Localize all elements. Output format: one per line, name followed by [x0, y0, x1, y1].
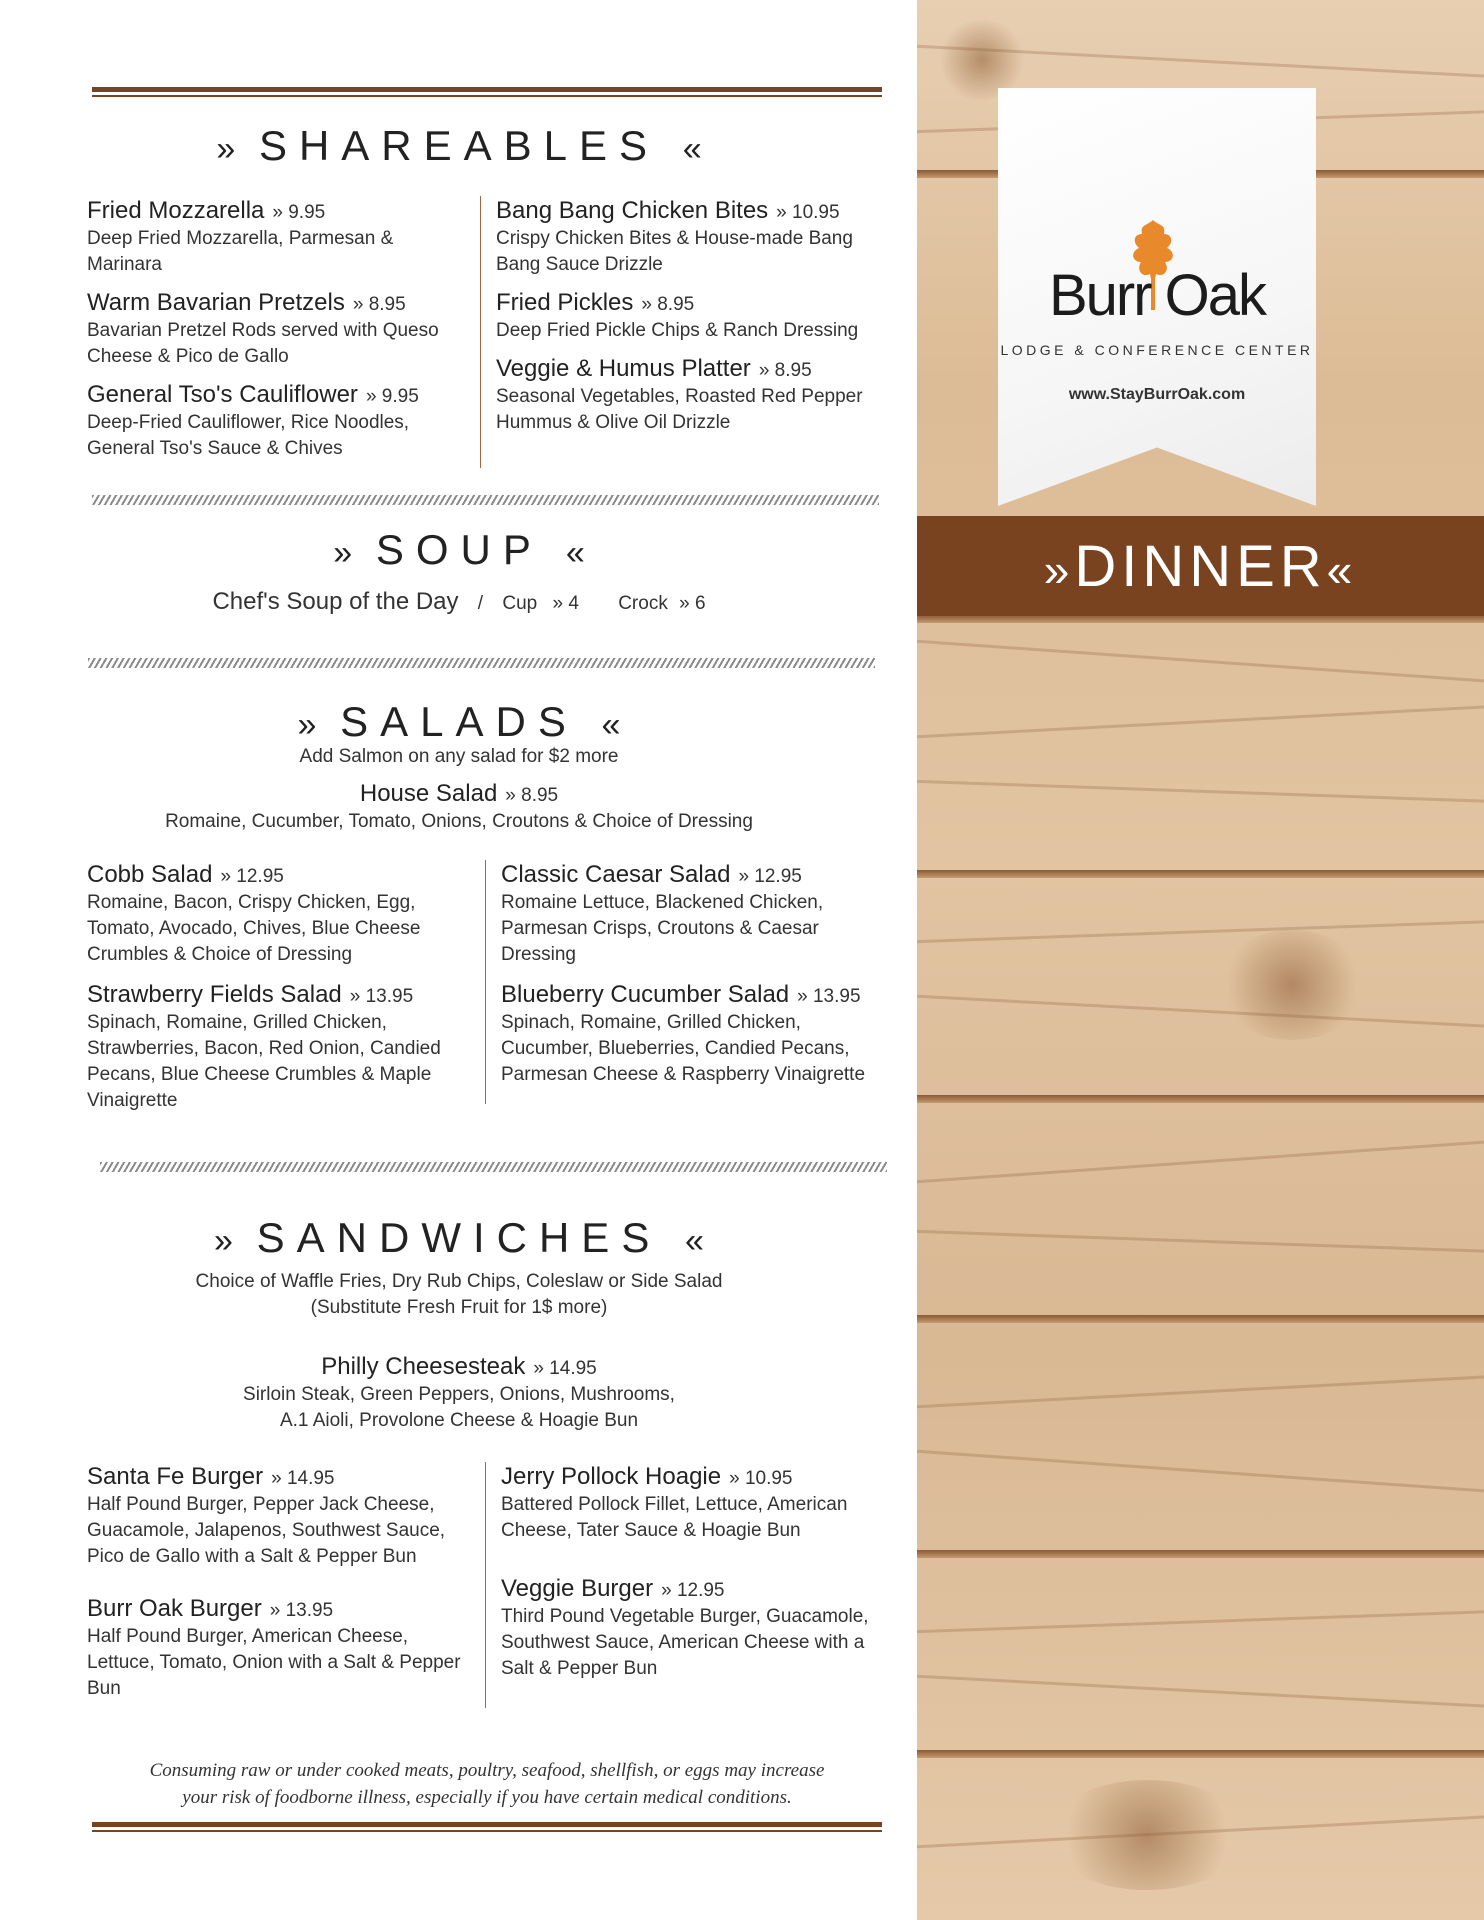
- wood-grain: [917, 919, 1484, 944]
- wood-grain: [917, 994, 1484, 1029]
- wood-grain: [917, 779, 1484, 804]
- close-mark: «: [682, 130, 702, 168]
- food-safety-disclaimer: [92, 1757, 882, 1811]
- close-mark: «: [565, 534, 585, 572]
- disclaimer-line-1: Consuming raw or under cooked meats, poultry, seafood, shellfish, or eggs may increase: [149, 1760, 825, 1781]
- plank-seam: [917, 1750, 1484, 1758]
- sandwiches-note-line-1: Choice of Waffle Fries, Dry Rub Chips, Coleslaw or Side Salad: [195, 1271, 723, 1292]
- item-price: » 9.95: [365, 386, 419, 407]
- wood-grain: [917, 1609, 1484, 1634]
- shareables-left-column: [87, 196, 467, 472]
- item-description: Deep Fried Pickle Chips & Ranch Dressing: [496, 320, 859, 341]
- open-mark: »: [214, 1222, 233, 1260]
- featured-sandwich: [0, 1352, 918, 1434]
- item-name: Warm Bavarian Pretzels: [87, 289, 345, 316]
- item-name: Veggie Burger: [501, 1575, 654, 1602]
- menu-item: [87, 380, 467, 462]
- menu-item: [501, 1462, 881, 1544]
- item-name: Bang Bang Chicken Bites: [496, 197, 769, 224]
- menu-item: [87, 860, 467, 968]
- brand-subtitle: LODGE & CONFERENCE CENTER: [1000, 342, 1314, 358]
- soup-separator: /: [477, 593, 484, 614]
- item-name: Fried Pickles: [496, 289, 634, 316]
- item-price: » 10.95: [729, 1468, 793, 1489]
- soup-title: SOUP: [375, 526, 543, 573]
- plank-seam: [917, 870, 1484, 878]
- sandwiches-right-column: [485, 1462, 881, 1708]
- item-description: Crispy Chicken Bites & House-made Bang Bang Sauce Drizzle: [496, 228, 853, 275]
- section-divider: [92, 495, 879, 505]
- wood-grain: [917, 704, 1484, 739]
- menu-item: [87, 1594, 467, 1702]
- shareables-heading: [0, 122, 918, 170]
- item-name: General Tso's Cauliflower: [87, 381, 358, 408]
- item-description: Seasonal Vegetables, Roasted Red Pepper Hummus & Olive Oil Drizzle: [496, 386, 863, 433]
- menu-item: [496, 354, 876, 436]
- item-price: » 8.95: [758, 360, 812, 381]
- plank-seam: [917, 1095, 1484, 1103]
- item-description: Bavarian Pretzel Rods served with Queso Cheese & Pico de Gallo: [87, 320, 439, 367]
- item-name: Veggie & Humus Platter: [496, 355, 751, 382]
- close-mark: «: [1326, 544, 1358, 596]
- open-mark: »: [333, 534, 353, 572]
- menu-item: [87, 1462, 467, 1570]
- wood-grain: [917, 1448, 1484, 1494]
- item-name: Blueberry Cucumber Salad: [501, 981, 790, 1008]
- item-description: Third Pound Vegetable Burger, Guacamole, Southwest Sauce, American Cheese with a Salt & Pepper Bun: [501, 1606, 869, 1679]
- item-price: » 8.95: [641, 294, 695, 315]
- item-name: Strawberry Fields Salad: [87, 981, 342, 1008]
- sandwiches-title: SANDWICHES: [256, 1214, 662, 1261]
- sandwiches-left-column: [87, 1462, 467, 1712]
- shareables-title: SHAREABLES: [258, 122, 660, 169]
- plank-seam: [917, 615, 1484, 623]
- salads-left-column: [87, 860, 467, 1124]
- item-price: » 10.95: [776, 202, 840, 223]
- item-description: Romaine, Cucumber, Tomato, Onions, Croutons & Choice of Dressing: [165, 811, 753, 832]
- wood-knot: [1047, 1780, 1247, 1890]
- dinner-label: DINNER: [1074, 534, 1327, 599]
- item-description: Deep Fried Mozzarella, Parmesan & Marinara: [87, 228, 394, 275]
- section-divider: [100, 1162, 887, 1172]
- item-price: » 14.95: [271, 1468, 335, 1489]
- menu-item: [496, 288, 876, 344]
- brand-website-link[interactable]: www.StayBurrOak.com: [1068, 386, 1246, 403]
- salads-title: SALADS: [340, 698, 578, 745]
- item-description: Spinach, Romaine, Grilled Chicken, Strawberries, Bacon, Red Onion, Candied Pecans, Blue Cheese Crumbles & Maple Vinaigrette: [87, 1012, 441, 1111]
- item-price: » 8.95: [352, 294, 406, 315]
- cup-label: Cup: [502, 593, 538, 614]
- item-name: House Salad: [359, 780, 498, 807]
- crock-label: Crock: [618, 593, 668, 614]
- brand-name: Burr Oak: [1048, 263, 1266, 328]
- item-name: Classic Caesar Salad: [501, 861, 731, 888]
- salads-right-column: [485, 860, 881, 1104]
- item-price: » 14.95: [533, 1358, 597, 1379]
- item-name: Burr Oak Burger: [87, 1595, 262, 1622]
- wood-grain: [917, 1138, 1484, 1184]
- menu-item: [496, 196, 876, 278]
- item-description: Half Pound Burger, American Cheese, Lettuce, Tomato, Onion with a Salt & Pepper Bun: [87, 1626, 461, 1699]
- item-price: » 8.95: [505, 785, 559, 806]
- menu-item: [501, 1574, 881, 1682]
- item-description: Romaine, Bacon, Crispy Chicken, Egg, Tomato, Avocado, Chives, Blue Cheese Crumbles & Choice of Dressing: [87, 892, 421, 965]
- wood-grain: [917, 638, 1484, 684]
- featured-salad: [0, 779, 918, 835]
- soup-line: [0, 588, 918, 616]
- item-price: » 12.95: [738, 866, 802, 887]
- bottom-double-rule: [92, 1822, 882, 1833]
- item-name: Philly Cheesesteak: [321, 1353, 526, 1380]
- item-name: Cobb Salad: [87, 861, 213, 888]
- item-name: Santa Fe Burger: [87, 1463, 264, 1490]
- item-name: Fried Mozzarella: [87, 197, 265, 224]
- item-price: » 12.95: [220, 866, 284, 887]
- wood-grain: [917, 1674, 1484, 1709]
- wood-knot: [1217, 930, 1367, 1040]
- open-mark: »: [1043, 544, 1075, 596]
- disclaimer-line-2: your risk of foodborne illness, especially if you have certain medical conditions.: [182, 1787, 792, 1808]
- item-price: » 13.95: [349, 986, 414, 1007]
- top-double-rule: [92, 87, 882, 98]
- open-mark: »: [216, 130, 236, 168]
- soup-name: Chef's Soup of the Day: [212, 588, 459, 615]
- close-mark: «: [601, 706, 621, 744]
- crock-price: » 6: [679, 593, 706, 614]
- cup-price: » 4: [552, 593, 579, 614]
- item-description: Half Pound Burger, Pepper Jack Cheese, Guacamole, Jalapenos, Southwest Sauce, Pico de Gallo with a Salt & Pepper Bun: [87, 1494, 446, 1567]
- wood-grain: [917, 1374, 1484, 1409]
- item-price: » 13.95: [797, 986, 861, 1007]
- sandwiches-heading: [0, 1214, 918, 1262]
- shareables-right-column: [480, 196, 876, 468]
- item-price: » 12.95: [661, 1580, 725, 1601]
- item-description-line-2: A.1 Aioli, Provolone Cheese & Hoagie Bun: [279, 1410, 639, 1431]
- menu-item: [501, 860, 881, 968]
- item-description: Spinach, Romaine, Grilled Chicken, Cucumber, Blueberries, Candied Pecans, Parmesan Cheese & Raspberry Vinaigrette: [501, 1012, 866, 1085]
- plank-seam: [917, 1315, 1484, 1323]
- menu-item: [87, 980, 467, 1114]
- menu-item: [87, 196, 467, 278]
- sandwiches-note-line-2: (Substitute Fresh Fruit for 1$ more): [310, 1297, 608, 1318]
- item-price: » 13.95: [269, 1600, 334, 1621]
- menu-item: [501, 980, 881, 1088]
- open-mark: »: [297, 706, 317, 744]
- soup-heading: [0, 526, 918, 574]
- item-description: Battered Pollock Fillet, Lettuce, American Cheese, Tater Sauce & Hoagie Bun: [501, 1494, 848, 1541]
- item-price: » 9.95: [272, 202, 326, 223]
- menu-item: [87, 288, 467, 370]
- dinner-heading: [917, 534, 1484, 603]
- section-divider: [88, 658, 875, 668]
- item-name: Jerry Pollock Hoagie: [501, 1463, 722, 1490]
- plank-seam: [917, 1550, 1484, 1558]
- salads-note: Add Salmon on any salad for $2 more: [299, 746, 619, 767]
- item-description: Deep-Fried Cauliflower, Rice Noodles, General Tso's Sauce & Chives: [87, 412, 410, 459]
- salads-heading: [0, 698, 918, 746]
- item-description: Romaine Lettuce, Blackened Chicken, Parmesan Crisps, Croutons & Caesar Dressing: [501, 892, 824, 965]
- wood-grain: [917, 1229, 1484, 1254]
- close-mark: «: [685, 1222, 704, 1260]
- item-description-line-1: Sirloin Steak, Green Peppers, Onions, Mushrooms,: [243, 1384, 675, 1405]
